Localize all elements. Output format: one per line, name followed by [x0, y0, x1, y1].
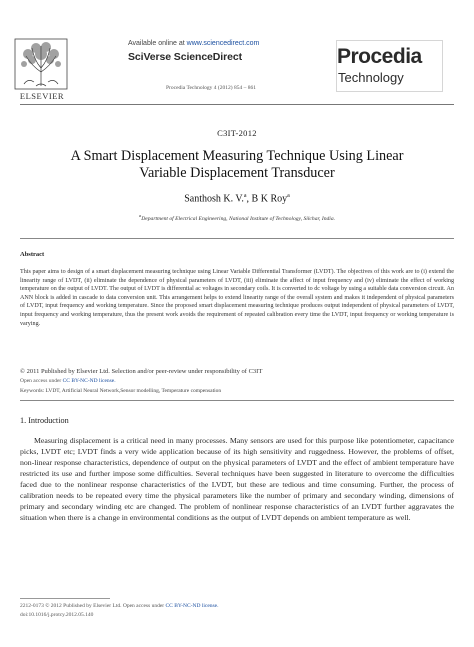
abstract-bottom-divider: [20, 400, 454, 401]
affiliation-mark: a: [138, 213, 142, 218]
abstract-heading: Abstract: [20, 251, 45, 258]
open-access-line: [20, 378, 116, 384]
sciverse-sciencedirect-title: SciVerse ScienceDirect: [128, 51, 242, 63]
open-access-prefix: Open access under: [20, 378, 63, 384]
abstract-text: This paper aims to design of a smart displacement measuring technique using Linear Variable Differential Transformer (LVDT). The objectives of this work are to (i) extend the linearity range of LVDT, (ii) eliminate the dependence of physical parameters of LVDT, (iii) eliminate the affect of input frequency and (iv) eliminate the effect of working temperature on the output of LVDT. The output of LVDT is differential ac voltages in secondary coils. It is converted to dc voltage by using a suitable data conversion circuit. An ANN block is added in cascade to data conversion unit. This arrangement helps to extend linearity range of the overall system and makes it independent of physical parameters of LVDT, input frequency and working temperature. Since the proposed smart displacement measuring technique produces output independent of physical parameters of LVDT, input frequency and working temperature, thus the present work avoids the requirement of repeated calibration every time the LVDT, input frequency or working temperature is varying.: [20, 269, 454, 327]
section-heading: 1. Introduction: [20, 416, 69, 425]
journal-subtitle: Technology: [338, 70, 404, 85]
journal-header: [0, 0, 474, 130]
author-list: [0, 193, 474, 204]
issn-line: [20, 603, 219, 609]
author-name: B K Roy: [251, 193, 288, 205]
paper-title-line1: A Smart Displacement Measuring Technique Using Linear: [70, 148, 404, 164]
affiliation: [0, 213, 474, 222]
abstract-top-divider: [20, 238, 454, 239]
keywords: Keywords: LVDT, Artificial Neural Network,Sensor modelling, Temperature compensation: [20, 388, 222, 394]
conference-name: C3IT-2012: [217, 128, 257, 138]
footer-license-link[interactable]: CC BY-NC-ND license.: [165, 603, 219, 609]
elsevier-wordmark: ELSEVIER: [19, 91, 65, 101]
author-separator: ,: [246, 193, 252, 205]
footer-divider: [20, 598, 110, 599]
paper-title-line2: Variable Displacement Transducer: [139, 165, 335, 181]
affiliation-mark: a: [243, 193, 247, 199]
available-prefix: Available online at: [128, 40, 187, 47]
issn-prefix: 2212-0173 © 2012 Published by Elsevier Ltd. Open access under: [20, 603, 166, 609]
doi-line: doi:10.1016/j.protcy.2012.05.140: [20, 612, 94, 618]
license-link[interactable]: CC BY-NC-ND license.: [62, 378, 116, 384]
elsevier-tree-logo-icon: [14, 38, 68, 90]
header-divider: [20, 104, 454, 105]
affiliation-mark: a: [287, 193, 290, 199]
available-online-line: [128, 40, 259, 47]
journal-title: Procedia: [337, 45, 422, 68]
copyright-notice: © 2011 Published by Elsevier Ltd. Selection and/or peer-review under responsibility of C3IT: [20, 368, 263, 375]
section-body-text: Measuring displacement is a critical need in many processes. Many sensors are used for this purpose like potentiometer, capacitance picks, LVDT etc; LVDT finds a very wide application because of its high sensitivity and ruggedness. However, the problems of offset, non-linear response characteristics, dependence of output on the physical parameters of LVDT and the effect of ambient temperature have restricted its use and further impose some difficulties. Several techniques have been suggested in literature to overcome the difficulties faced due to the nonlinear response characteristics of the LVDT, but these are tedious and time consuming. Further, the process of calibration needs to be repeated every time the physical parameters like the number of primary and secondary winding, dimensions of primary and secondary winding etc are changed. The problem of nonlinear response characteristics of an LVDT further aggravates the situation when there is a change in environmental conditions as the output of LVDT depends on ambient temperature as well.: [20, 436, 454, 522]
paper-title: [50, 148, 424, 182]
sciencedirect-link[interactable]: www.sciencedirect.com: [186, 40, 260, 47]
journal-citation: Procedia Technology 4 (2012) 854 – 861: [166, 85, 256, 91]
affiliation-text: Department of Electrical Engineering, National Institute of Technology, Silchar, India.: [141, 215, 336, 222]
author-name: Santhosh K. V.: [184, 193, 244, 205]
